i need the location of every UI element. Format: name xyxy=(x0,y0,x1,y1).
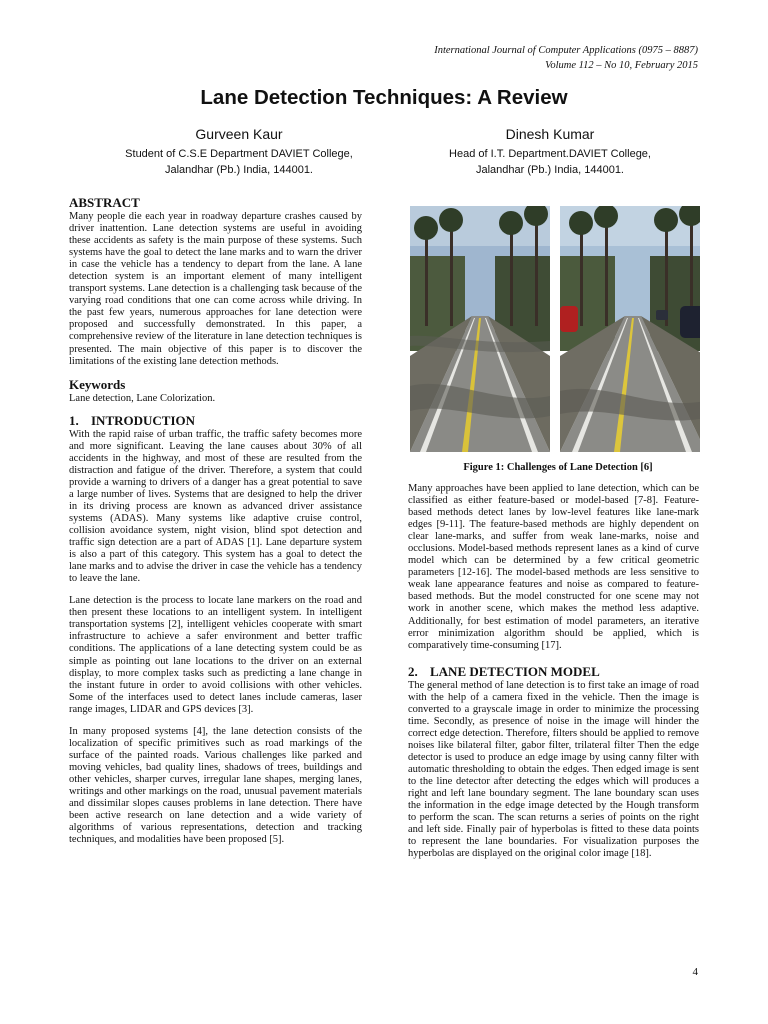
right-paragraph-1: Many approaches have been applied to lane detection, which can be classified as either feature-based or model-based [7-8]. Feature-based methods detect lanes by low-level features like lane-mark edges [9-11]. The feature-based methods are highly dependent on clear lane-marks, and suffer from weak lane-marks, noise and occlusions. Model-based methods represent lanes as a kind of curve model which can be determined by a few critical geometric parameters [12-16]. The model-based methods are less sensitive to weak lane appearance features and noise as compared to feature-based methods. But the model constructed for one scene may not work in another scene, which makes the method less adaptive. Additionally, for best estimation of model parameters, an iterative error minimization algorithm should be applied, which is comparatively time-consuming [17]. xyxy=(408,483,699,651)
section-title: LANE DETECTION MODEL xyxy=(430,663,600,679)
author-location: Jalandhar (Pb.) India, 144001. xyxy=(165,164,313,176)
journal-volume: Volume 112 – No 10, February 2015 xyxy=(545,60,698,71)
intro-paragraph-3: In many proposed systems [4], the lane detection consists of the localization of specific primitives such as road markings of the surface of the painted roads. Various challenges like parked and moving vehicles, bad quality lines, shadows of trees, buildings and other vehicles, sharper curves, irregular lane shapes, merging lanes, writings and other markings on the road, unusual pavement materials and dissimilar slopes causes problems in lane detection. There have been active research on lane detection and a wide variety of algorithms of various representations, detection and tracking techniques, and modalities have been proposed [5]. xyxy=(69,725,362,846)
author-block-1 xyxy=(69,126,409,178)
keywords-heading: Keywords xyxy=(69,376,126,392)
right-column xyxy=(408,483,699,860)
section2-heading xyxy=(408,664,699,680)
author-location: Jalandhar (Pb.) India, 144001. xyxy=(476,164,624,176)
abstract-heading: ABSTRACT xyxy=(69,195,140,210)
page-number: 4 xyxy=(692,966,698,978)
intro-paragraph-2: Lane detection is the process to locate lane markers on the road and then present these locations to an intelligent system. In intelligent transportation systems [2], intelligent vehicles cooperate with smart infrastructure to achieve a safer environment and better traffic conditions. The applications of a lane detecting system could be as simple as pointing out lane locations to the driver on an external display, to more complex tasks such as predicting a lane change in the instant future in order to avoid collisions with other vehicles. Some of the interfaces used to detect lanes include cameras, laser range images, LIDAR and GPS devices [3]. xyxy=(69,595,362,715)
author-name: Gurveen Kaur xyxy=(195,126,283,142)
paper-title: Lane Detection Techniques: A Review xyxy=(200,86,568,109)
intro-heading xyxy=(69,413,362,429)
figure-caption: Figure 1: Challenges of Lane Detection [6] xyxy=(463,462,653,473)
journal-name: International Journal of Computer Applications (0975 – 8887) xyxy=(434,45,698,56)
author-affiliation: Student of C.S.E Department DAVIET College, xyxy=(125,148,353,160)
section-number: 2. xyxy=(408,663,418,679)
intro-paragraph-1: With the rapid raise of urban traffic, the traffic safety becomes more and more significant. Leaving the lane causes about 30% of all accidents in the highway, and most of these are resulted from the distraction and fatigue of the driver. Therefore, a system that could provide a warning to drivers of a danger has a great potential to save a large number of lives. Systems that are designed to help the driver in its driving process are known as advanced driver assistance systems (ADAS). Many systems like adaptive cruise control, collision avoidance system, night vision, blind spot detection and traffic sign detection are a part of ADAS [1]. Lane departure system is also a part of this category. This system has a goal to detect the lane marks and to advise the driver in case the vehicle has a tendency to leave the lane. xyxy=(69,428,362,585)
abstract-text: Many people die each year in roadway departure crashes caused by driver inattention. Lane detection systems are useful in avoiding these accidents as safety is the main purpose of these systems. Such systems have the goal to detect the lane marks and to warn the driver in case the vehicle has a tendency to depart from the lane. A lane detection system is an important element of many intelligent transport systems. Lane detection is a challenging task because of the varying road conditions that one can come across while driving. In the past few years, numerous approaches for lane detection were proposed and successfully demonstrated. In this paper, a comprehensive review of the literature in lane detection techniques is presented. The main objective of this paper is to discover the limitations of the existing lane detection methods. xyxy=(69,211,362,367)
section2-paragraph-1: The general method of lane detection is to first take an image of road with the help of a camera fixed in the vehicle. Then the image is converted to a grayscale image in order to minimize the processing time. Secondly, as presence of noise in the image will hinder the correct edge detection. Therefore, filters should be applied to remove noises like bilateral filter, gabor filter, trilateral filter Then the edge detector is used to produce an edge image by using canny filter with automatic thresholding to obtain the edges. Then edged image is sent to the line detector after detecting the edges which will produces a right and left lane boundary segment. The lane boundary scan uses the information in the edge image detected by the Hough transform to perform the scan. The scan returns a series of points on the right and left side. Finally pair of hyperbolas is fitted to these data points to represent the lane boundaries. For visualization purposes the hyperbolas are displayed on the original color image [18]. xyxy=(408,679,699,860)
section-number: 1. xyxy=(69,412,79,428)
figure-1 xyxy=(410,206,706,452)
author-block-2 xyxy=(380,126,720,178)
left-column xyxy=(69,195,362,846)
road-photo-left xyxy=(410,206,550,452)
section-title: INTRODUCTION xyxy=(91,412,196,428)
journal-header xyxy=(434,43,698,73)
road-photo-right xyxy=(560,206,700,452)
author-affiliation: Head of I.T. Department.DAVIET College, xyxy=(449,148,651,160)
keywords-text: Lane detection, Lane Colorization. xyxy=(69,392,216,404)
author-name: Dinesh Kumar xyxy=(505,126,595,142)
